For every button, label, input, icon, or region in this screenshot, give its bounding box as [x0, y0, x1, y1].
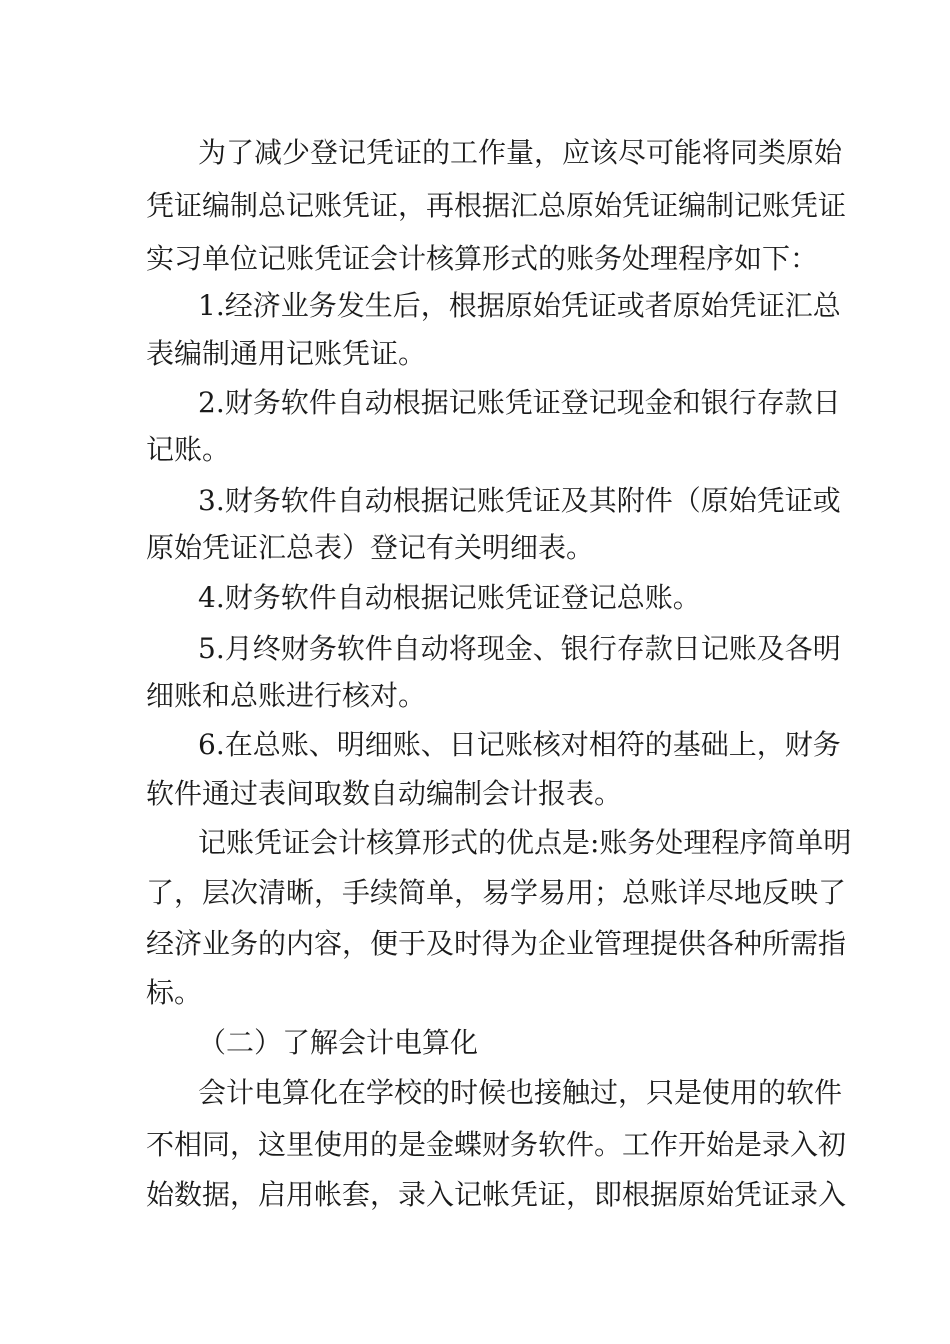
paragraph-line: 为了减少登记凭证的工作量，应该尽可能将同类原始: [198, 136, 843, 169]
list-item-1-line: 1.经济业务发生后，根据原始凭证或者原始凭证汇总: [198, 289, 841, 322]
list-item-5-line: 5.月终财务软件自动将现金、银行存款日记账及各明: [198, 632, 841, 665]
list-item-3-line: 原始凭证汇总表）登记有关明细表。: [146, 531, 595, 564]
list-item-2-line: 2.财务软件自动根据记账凭证登记现金和银行存款日: [198, 386, 841, 419]
paragraph-line: 记账凭证会计核算形式的优点是:账务处理程序简单明: [198, 826, 852, 859]
paragraph-line: 会计电算化在学校的时候也接触过，只是使用的软件: [198, 1076, 843, 1109]
paragraph-line: 始数据，启用帐套，录入记帐凭证，即根据原始凭证录入: [146, 1178, 847, 1211]
list-item-5-line: 细账和总账进行核对。: [146, 679, 427, 712]
list-item-6-line: 软件通过表间取数自动编制会计报表。: [146, 777, 623, 810]
section-heading: （二）了解会计电算化: [198, 1026, 479, 1059]
paragraph-line: 不相同，这里使用的是金蝶财务软件。工作开始是录入初: [146, 1128, 847, 1161]
paragraph-line: 实习单位记账凭证会计核算形式的账务处理程序如下：: [146, 242, 819, 275]
paragraph-line: 了，层次清晰，手续简单，易学易用；总账详尽地反映了: [146, 876, 847, 909]
paragraph-line: 标。: [146, 976, 203, 1009]
paragraph-line: 凭证编制总记账凭证，再根据汇总原始凭证编制记账凭证: [146, 189, 847, 222]
list-item-2-line: 记账。: [146, 433, 231, 466]
list-item-4-line: 4.财务软件自动根据记账凭证登记总账。: [198, 581, 701, 614]
list-item-6-line: 6.在总账、明细账、日记账核对相符的基础上，财务: [198, 728, 841, 761]
paragraph-line: 经济业务的内容，便于及时得为企业管理提供各种所需指: [146, 927, 847, 960]
list-item-1-line: 表编制通用记账凭证。: [146, 337, 427, 370]
list-item-3-line: 3.财务软件自动根据记账凭证及其附件（原始凭证或: [198, 484, 841, 517]
